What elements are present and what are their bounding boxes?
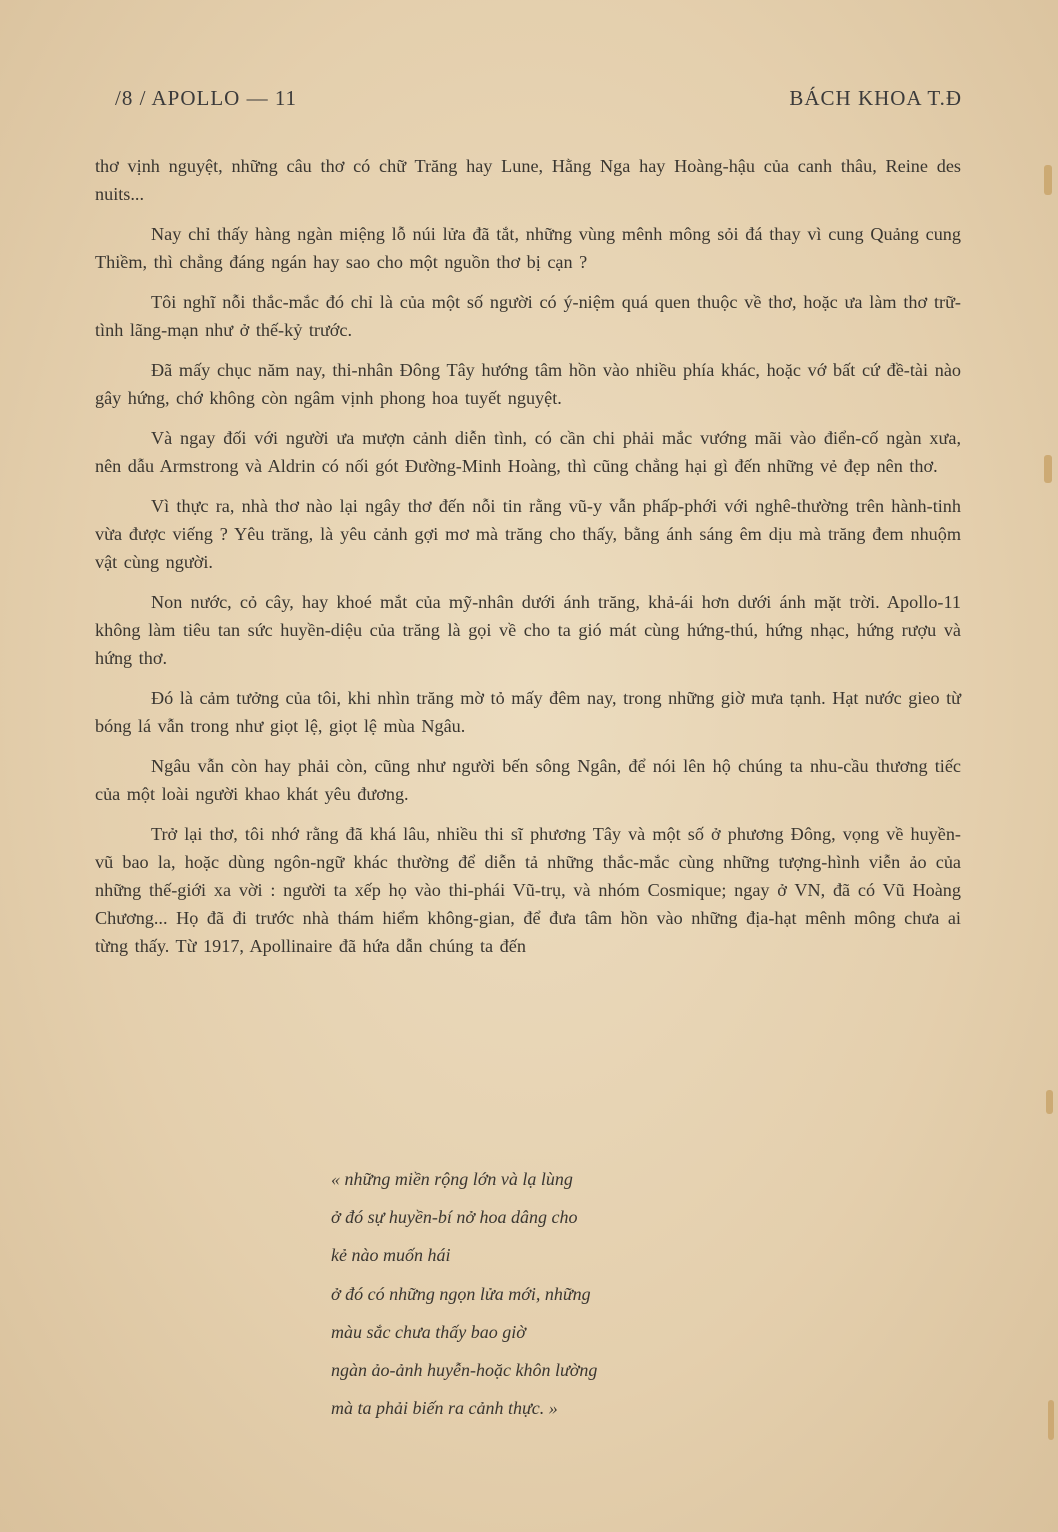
quoted-poem <box>331 1160 891 1427</box>
paragraph: Trở lại thơ, tôi nhớ rằng đã khá lâu, nhiều thi sĩ phương Tây và một số ở phương Đông, vọng về huyền-vũ bao la, hoặc dùng ngôn-ngữ khác thường để diễn tả những thắc-mắc cùng những tượng-hình viễn ảo của những thế-giới xa vời : người ta xếp họ vào thi-phái Vũ-trụ, và nhóm Cosmique; ngay ở VN, đã có Vũ Hoàng Chương... Họ đã đi trước nhà thám hiểm không-gian, để đưa tâm hồn vào những địa-hạt mênh mông chưa ai từng thấy. Từ 1917, Apollinaire đã hứa dẫn chúng ta đến <box>95 824 961 956</box>
page-edge-stain <box>1044 455 1052 483</box>
poem-line: « những miền rộng lớn và lạ lùng <box>331 1169 573 1189</box>
header-page-number-title: /8 / APOLLO — 11 <box>115 86 298 110</box>
article-body <box>95 152 961 972</box>
poem-line: ở đó sự huyền-bí nở hoa dâng cho <box>331 1207 578 1228</box>
page-edge-stain <box>1048 1400 1054 1440</box>
page-edge-stain <box>1046 1090 1053 1114</box>
paragraph: Non nước, cỏ cây, hay khoé mắt của mỹ-nhân dưới ánh trăng, khả-ái hơn dưới ánh mặt trời. Apollo-11 không làm tiêu tan sức huyền-diệu của trăng là gọi về cho ta gió mát cùng hứng-thú, hứng nhạc, hứng rượu và hứng thơ. <box>95 592 961 668</box>
page-edge-stain <box>1044 165 1052 195</box>
poem-line: ngàn ảo-ảnh huyễn-hoặc khôn lường <box>331 1360 598 1381</box>
paragraph: thơ vịnh nguyệt, những câu thơ có chữ Trăng hay Lune, Hằng Nga hay Hoàng-hậu của canh thâu, Reine des nuits... <box>95 156 961 204</box>
header-publication: BÁCH KHOA T.Đ <box>789 86 962 110</box>
poem-line: ở đó có những ngọn lửa mới, những <box>331 1283 591 1304</box>
paragraph: Ngâu vẫn còn hay phải còn, cũng như người bến sông Ngân, để nói lên hộ chúng ta nhu-cầu thương tiếc của một loài người khao khát yêu đương. <box>95 756 961 804</box>
paragraph: Và ngay đối với người ưa mượn cảnh diễn tình, có cần chi phải mắc vướng mãi vào điển-cố ngàn xưa, nên dẫu Armstrong và Aldrin có nối gót Đường-Minh Hoàng, thì cũng chẳng hại gì đến những vẻ đẹp nên thơ. <box>95 428 961 476</box>
poem-line: mà ta phải biến ra cảnh thực. » <box>331 1398 558 1419</box>
page-header <box>115 86 962 122</box>
poem-line: kẻ nào muốn hái <box>331 1245 451 1266</box>
paragraph: Tôi nghĩ nỗi thắc-mắc đó chỉ là của một số người có ý-niệm quá quen thuộc về thơ, hoặc ưa làm thơ trữ-tình lãng-mạn như ở thế-kỷ trước. <box>95 292 961 340</box>
paragraph: Đó là cảm tưởng của tôi, khi nhìn trăng mờ tỏ mấy đêm nay, trong những giờ mưa tạnh. Hạt nước gieo từ bóng lá vẫn trong như giọt lệ, giọt lệ mùa Ngâu. <box>95 688 961 736</box>
paragraph: Nay chỉ thấy hàng ngàn miệng lỗ núi lửa đã tắt, những vùng mênh mông sỏi đá thay vì cung Quảng cung Thiềm, thì chẳng đáng ngán hay sao cho một nguồn thơ bị cạn ? <box>95 224 961 272</box>
paragraph: Vì thực ra, nhà thơ nào lại ngây thơ đến nỗi tin rằng vũ-y vẫn phấp-phới với nghê-thường trên hành-tinh vừa được viếng ? Yêu trăng, là yêu cảnh gợi mơ mà trăng cho thấy, bằng ánh sáng êm dịu mà trăng đem nhuộm vật cùng người. <box>95 496 961 572</box>
poem-line: màu sắc chưa thấy bao giờ <box>331 1321 526 1342</box>
paragraph: Đã mấy chục năm nay, thi-nhân Đông Tây hướng tâm hồn vào nhiều phía khác, hoặc vớ bất cứ đề-tài nào gây hứng, chớ không còn ngâm vịnh phong hoa tuyết nguyệt. <box>95 360 961 408</box>
